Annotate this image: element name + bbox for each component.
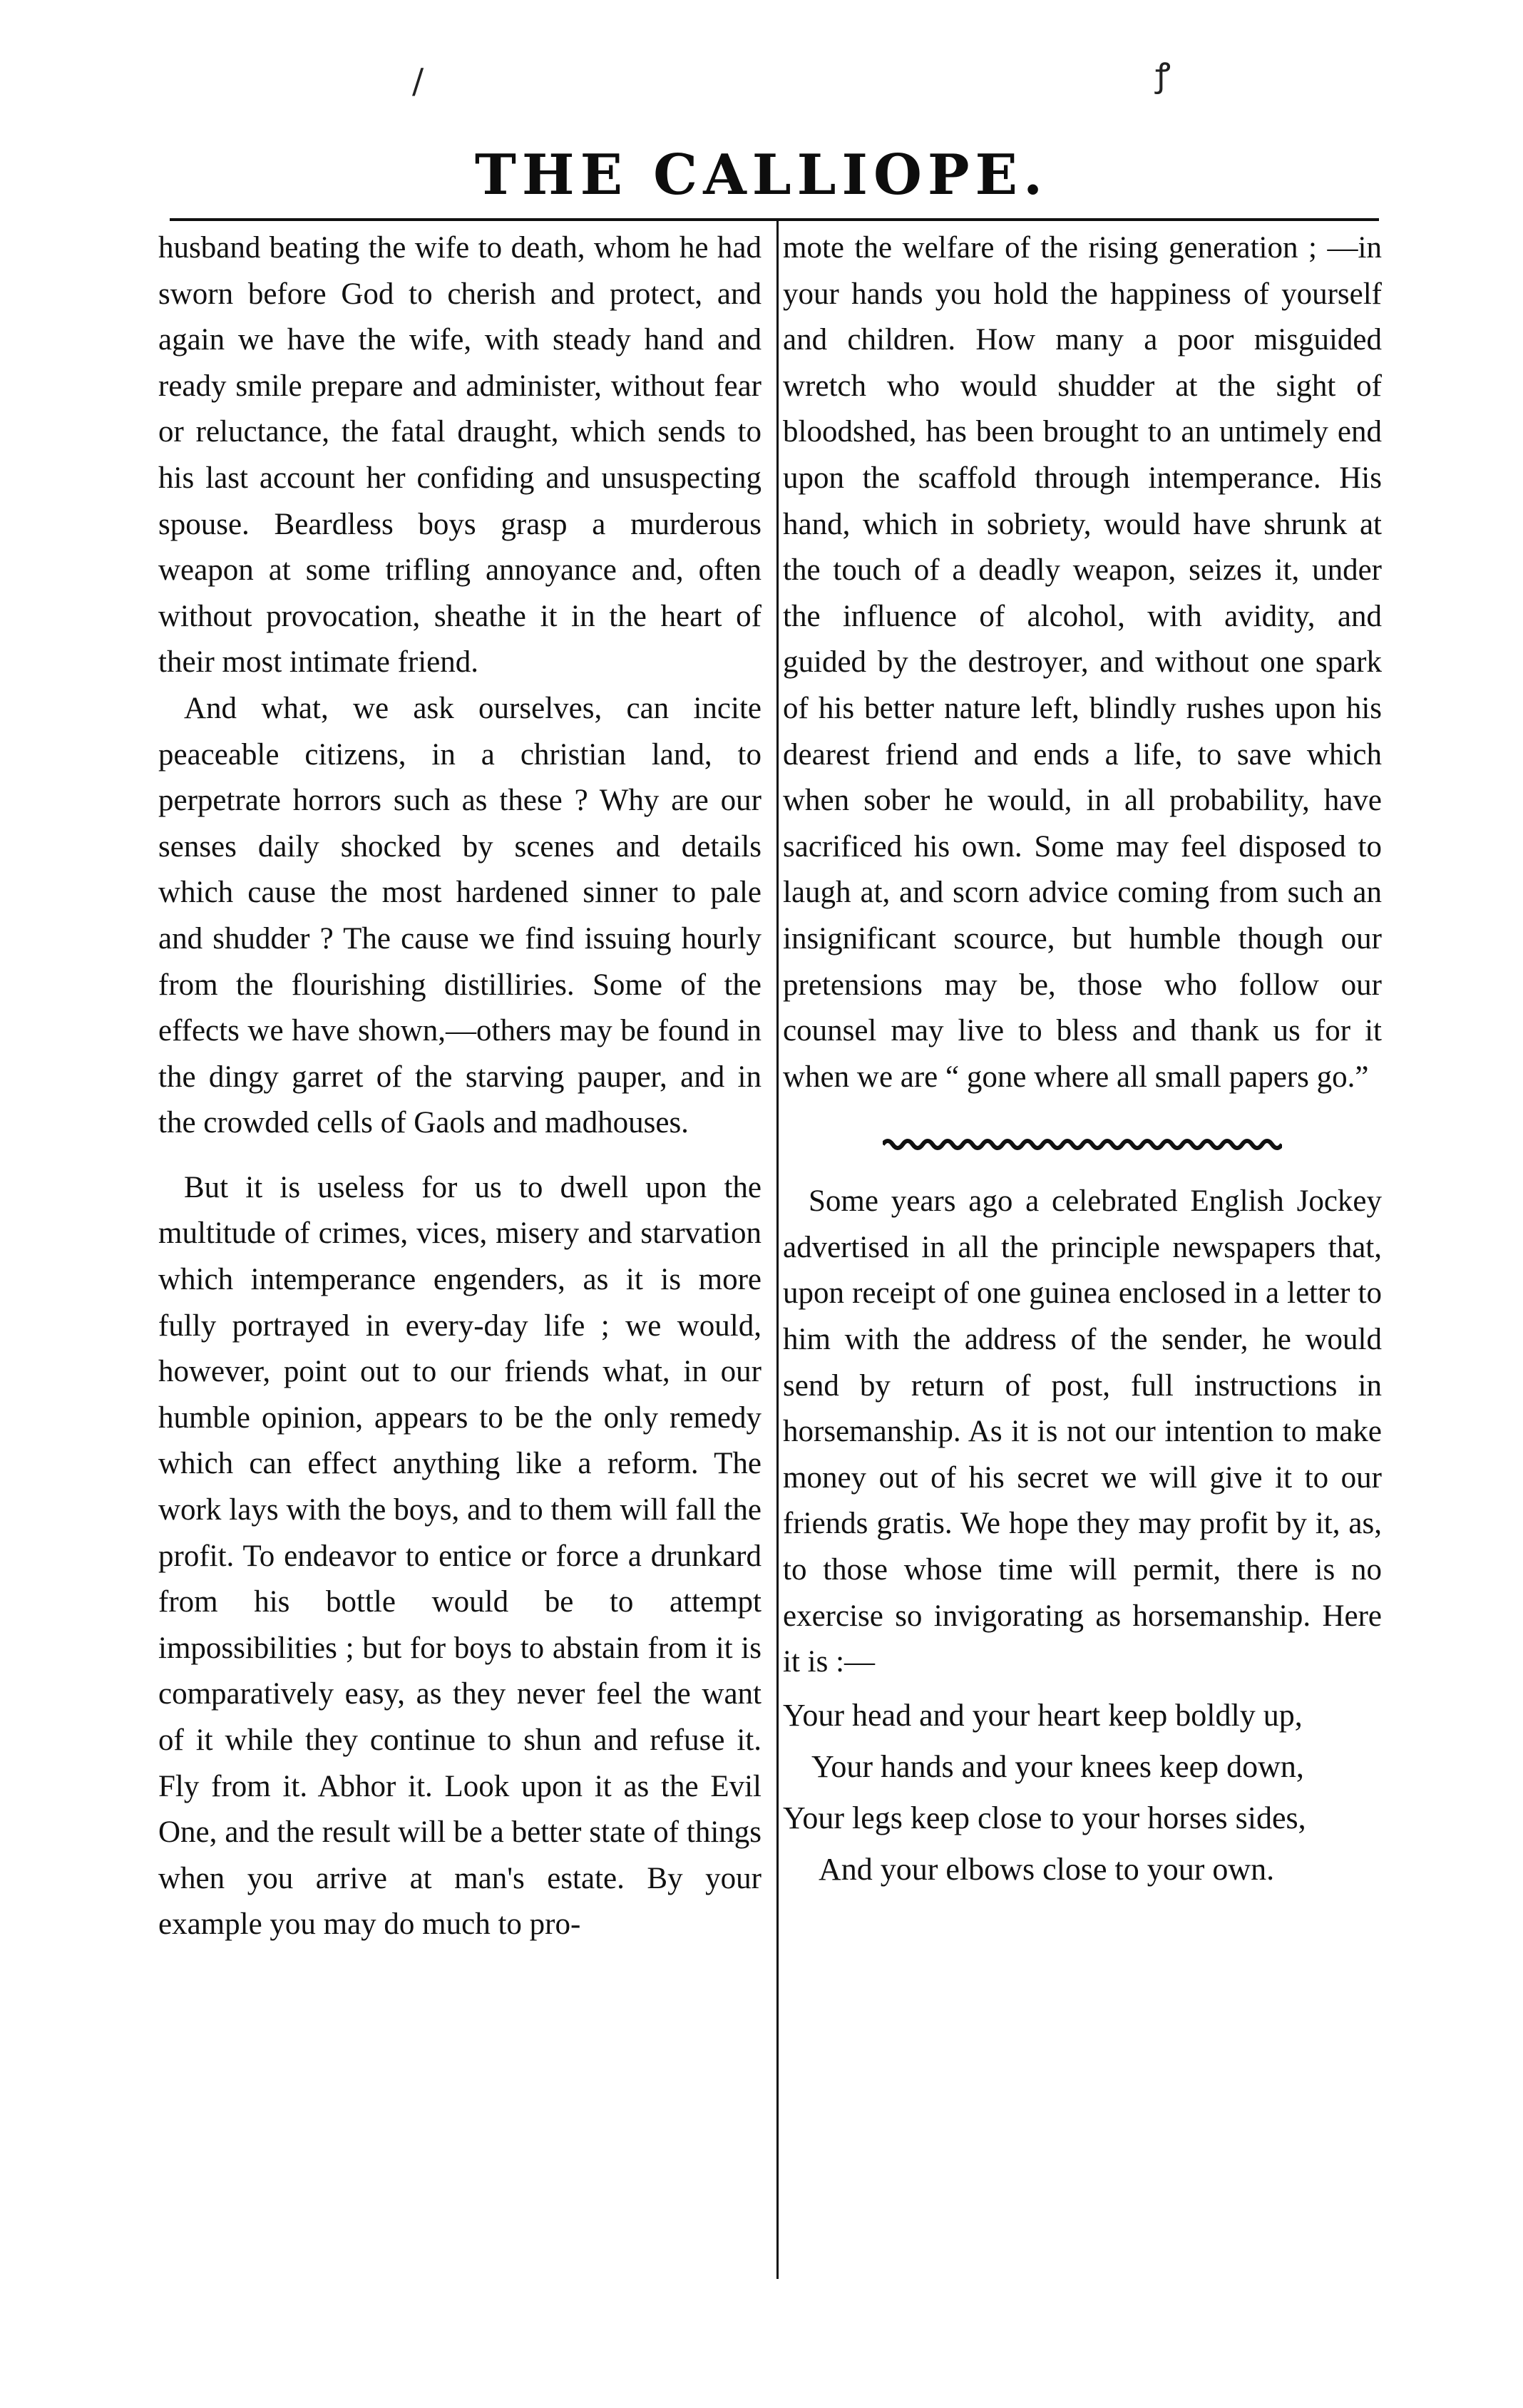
column-divider (776, 218, 779, 2279)
stray-mark: / (412, 61, 424, 101)
poem (783, 1690, 1382, 1895)
poem-line: Your head and your heart keep boldly up, (783, 1697, 1303, 1733)
poem-line: Your hands and your knees keep down, (811, 1748, 1304, 1784)
page-title: THE CALLIOPE. (474, 143, 1049, 208)
poem-line: And your elbows close to your own. (819, 1851, 1275, 1887)
right-column (783, 225, 1382, 1895)
header-rule (170, 218, 1379, 221)
paragraph: But it is useless for us to dwell upon the multitude of crimes, vices, misery and starvation which intemperance engenders, as it is more fully portrayed in every-day life ; we would, however, point out to our friends what, in our humble opinion, appears to be the only remedy which can effect anything like a reform. The work lays with the boys, and to them will fall the profit. To endeavor to entice or force a drunkard from his bottle would be to attempt impossibilities ; but for boys to abstain from it is comparatively easy, as they never feel the want of it while they continue to shun and refuse it. Fly from it. Abhor it. Look upon it as the Evil One, and the result will be a better state of things when you arrive at man's estate. By your example you may do much to pro- (158, 1170, 762, 1942)
paragraph: Some years ago a celebrated English Jockey advertised in all the principle newspapers that, upon receipt of one guinea enclosed in a letter to him with the address of the sender, he would send by return of post, full instructions in horsemanship. As it is not our intention to make money out of his secret we will give it to our friends gratis. We hope they may profit by it, as, to those whose time will permit, there is no exercise so invigorating as horsemanship. Here it is :— (783, 1184, 1382, 1679)
wavy-separator (883, 1137, 1282, 1152)
paragraph: mote the welfare of the rising generation ; —in your hands you hold the happiness of yourself and children. How many a poor misguided wretch who would shudder at the sight of bloodshed, has been brought to an untimely end upon the scaffold through intemperance. His hand, which in sobriety, would have shrunk at the touch of a deadly weapon, seizes it, under the influence of alcohol, with avidity, and guided by the destroyer, and without one spark of his better nature left, blindly rushes upon his dearest friend and ends a life, to save which when sober he would, in all probability, have sacrificed his own. Some may feel disposed to laugh at, and scorn advice coming from such an insignificant scource, but humble though our pretensions may be, those who follow our counsel may live to bless and thank us for it when we are “ gone where all small papers go.” (783, 231, 1382, 1094)
paragraph: And what, we ask ourselves, can incite peaceable citizens, in a christian land, to perpetrate horrors such as these ? Why are our senses daily shocked by scenes and details which cause the most hardened sinner to pale and shudder ? The cause we find issuing hourly from the flourishing distilliries. Some of the effects we have shown,—others may be found in the dingy garret of the starving pauper, and in the crowded cells of Gaols and madhouses. (158, 691, 762, 1140)
left-column (158, 225, 762, 1948)
paragraph: husband beating the wife to death, whom he had sworn before God to cherish and protect, and again we have the wife, with steady hand and ready smile prepare and administer, without fear or reluctance, the fatal draught, which sends to his last account her confiding and unsuspecting spouse. Beardless boys grasp a murderous weapon at some trifling annoyance and, often without provocation, sheathe it in the heart of their most intimate friend. (158, 231, 762, 680)
stray-mark: ꝭ (1155, 56, 1171, 94)
poem-line: Your legs keep close to your horses sides, (783, 1800, 1306, 1835)
